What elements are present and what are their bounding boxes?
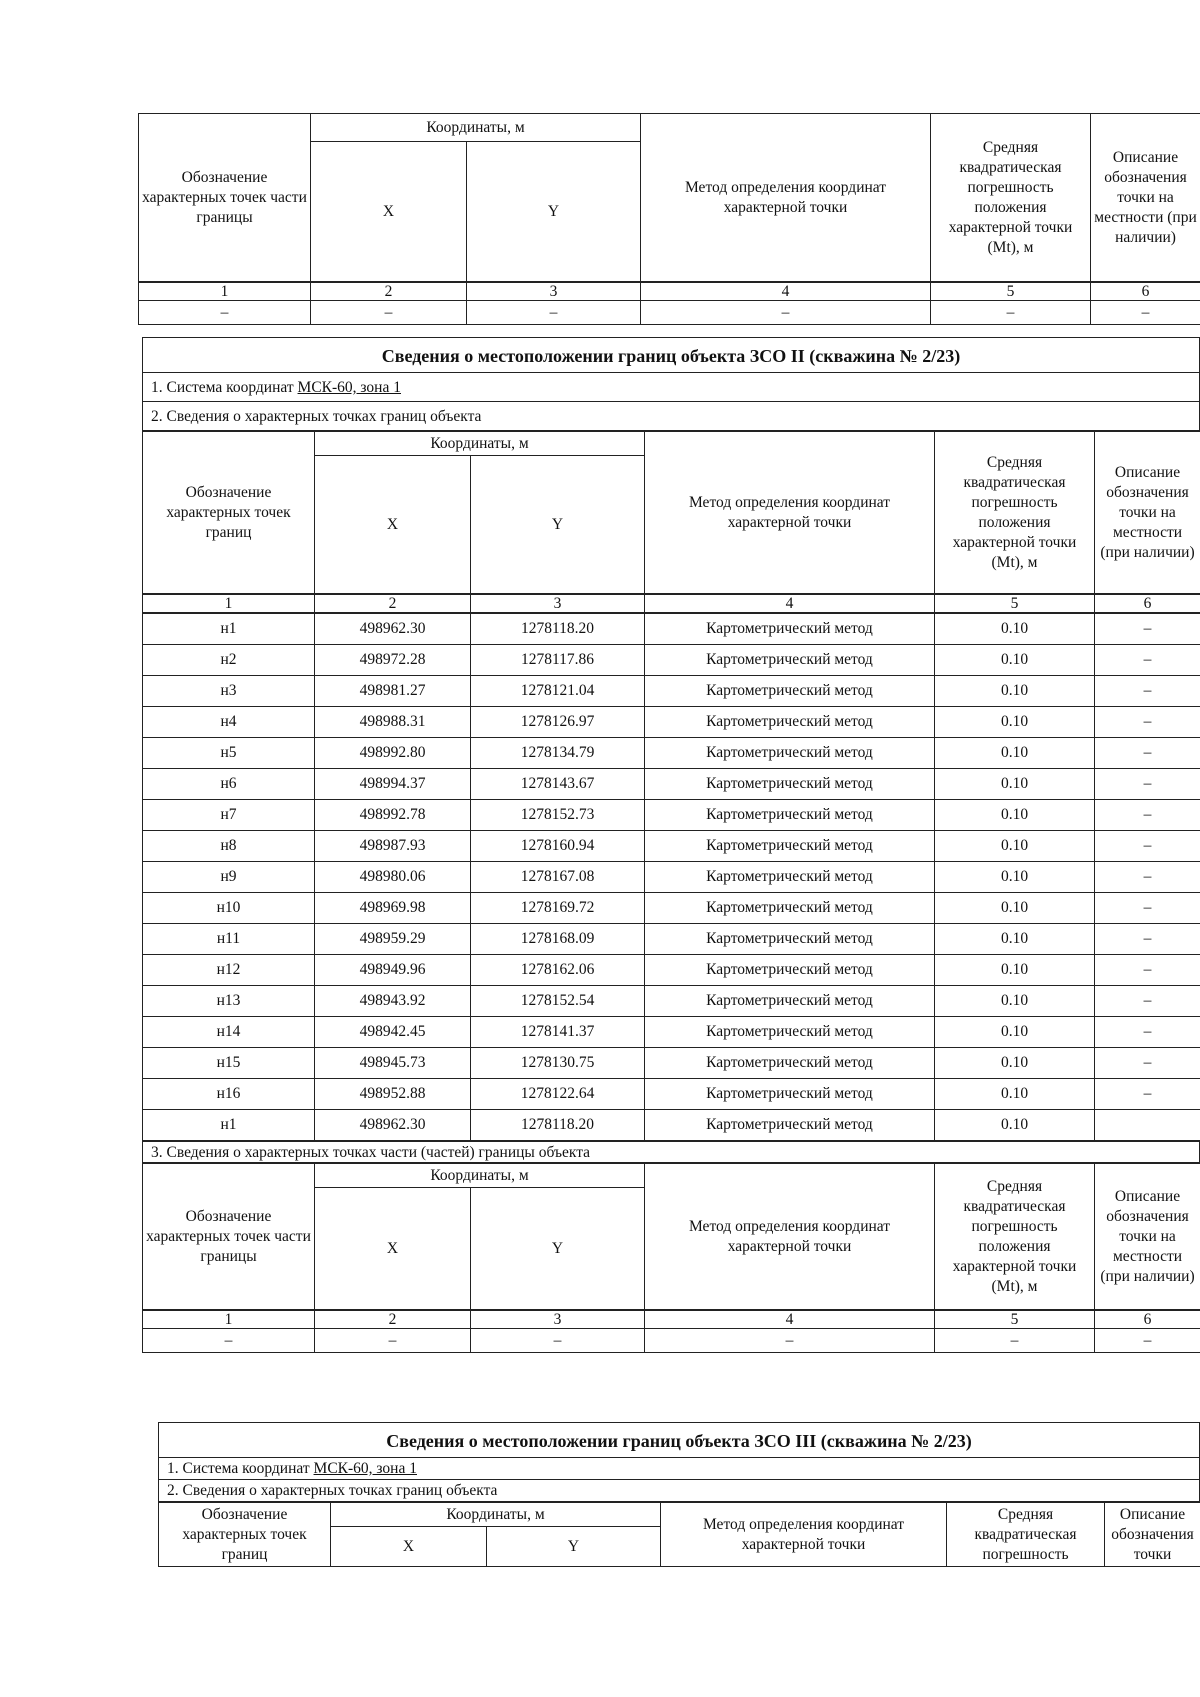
x-cell: 498980.06	[315, 862, 471, 893]
method-cell: Картометрический метод	[645, 1110, 935, 1141]
point-id-cell: н11	[143, 924, 315, 955]
x-cell: 498942.45	[315, 1017, 471, 1048]
x-cell: 498949.96	[315, 955, 471, 986]
y-cell: 1278160.94	[471, 831, 645, 862]
x-cell: 498969.98	[315, 893, 471, 924]
table-row	[143, 614, 1200, 645]
table-row	[143, 676, 1200, 707]
point-id-cell: н6	[143, 769, 315, 800]
desc-cell: –	[1095, 1079, 1200, 1110]
y-header: Y	[471, 1188, 645, 1310]
error-header: Средняя квадратическая погрешность положения характерной точки (Mt), м	[935, 432, 1095, 594]
section-zso3	[158, 1422, 1200, 1567]
col-number: 4	[645, 1311, 935, 1329]
method-header: Метод определения координат характерной точки	[641, 114, 931, 282]
point-id-header: Обозначение характерных точек части границы	[143, 1164, 315, 1310]
y-cell: 1278152.54	[471, 986, 645, 1017]
error-cell: 0.10	[935, 1079, 1095, 1110]
method-cell: Картометрический метод	[645, 862, 935, 893]
dash-cell: –	[139, 301, 311, 325]
col-number: 6	[1095, 595, 1200, 613]
desc-cell: –	[1095, 800, 1200, 831]
point-id-header: Обозначение характерных точек границ	[159, 1503, 331, 1567]
col-number: 1	[143, 1311, 315, 1329]
y-cell: 1278152.73	[471, 800, 645, 831]
x-header: X	[315, 456, 471, 594]
desc-cell: –	[1095, 955, 1200, 986]
y-cell: 1278169.72	[471, 893, 645, 924]
part-points-table-top	[138, 113, 1200, 325]
table-row	[143, 1079, 1200, 1110]
error-cell: 0.10	[935, 676, 1095, 707]
dash-cell: –	[471, 1329, 645, 1353]
point-id-cell: н8	[143, 831, 315, 862]
points-label: 2. Сведения о характерных точках границ объекта	[142, 402, 1200, 431]
y-cell: 1278141.37	[471, 1017, 645, 1048]
desc-cell	[1095, 1110, 1200, 1141]
method-cell: Картометрический метод	[645, 1048, 935, 1079]
desc-cell: –	[1095, 1048, 1200, 1079]
col-number: 1	[139, 283, 311, 301]
method-cell: Картометрический метод	[645, 831, 935, 862]
col-number: 1	[143, 595, 315, 613]
y-header: Y	[467, 142, 641, 282]
x-cell: 498952.88	[315, 1079, 471, 1110]
table-row	[143, 986, 1200, 1017]
x-cell: 498962.30	[315, 1110, 471, 1141]
dash-cell: –	[931, 301, 1091, 325]
point-id-cell: н3	[143, 676, 315, 707]
x-cell: 498962.30	[315, 614, 471, 645]
error-cell: 0.10	[935, 800, 1095, 831]
col-number: 4	[645, 595, 935, 613]
col-number: 5	[935, 595, 1095, 613]
desc-cell: –	[1095, 769, 1200, 800]
x-cell: 498945.73	[315, 1048, 471, 1079]
method-cell: Картометрический метод	[645, 738, 935, 769]
table-row	[143, 831, 1200, 862]
desc-header: Описание обозначения точки на местности (при наличии)	[1095, 432, 1200, 594]
col-number: 3	[471, 1311, 645, 1329]
coord-system-label: 1. Система координат	[167, 1460, 314, 1477]
table-row	[143, 769, 1200, 800]
col-number: 6	[1091, 283, 1200, 301]
desc-cell: –	[1095, 893, 1200, 924]
method-cell: Картометрический метод	[645, 645, 935, 676]
desc-cell: –	[1095, 862, 1200, 893]
point-id-header: Обозначение характерных точек границ	[143, 432, 315, 594]
col-number: 2	[311, 283, 467, 301]
table-row	[143, 862, 1200, 893]
point-id-cell: н13	[143, 986, 315, 1017]
error-cell: 0.10	[935, 769, 1095, 800]
method-cell: Картометрический метод	[645, 893, 935, 924]
point-id-cell: н9	[143, 862, 315, 893]
error-cell: 0.10	[935, 645, 1095, 676]
col-number: 3	[467, 283, 641, 301]
coord-system-value: МСК-60, зона 1	[297, 379, 401, 396]
point-id-cell: н5	[143, 738, 315, 769]
method-cell: Картометрический метод	[645, 800, 935, 831]
section-title: Сведения о местоположении границ объекта ЗСО II (скважина № 2/23)	[142, 337, 1200, 373]
y-header: Y	[471, 456, 645, 594]
table-row	[143, 924, 1200, 955]
x-header: X	[315, 1188, 471, 1310]
point-id-cell: н15	[143, 1048, 315, 1079]
x-cell: 498994.37	[315, 769, 471, 800]
y-cell: 1278168.09	[471, 924, 645, 955]
dash-cell: –	[1095, 1329, 1200, 1353]
parts-label: 3. Сведения о характерных точках части (частей) границы объекта	[142, 1141, 1200, 1163]
dash-cell: –	[311, 301, 467, 325]
table-row	[143, 800, 1200, 831]
col-number: 3	[471, 595, 645, 613]
col-number: 5	[935, 1311, 1095, 1329]
desc-cell: –	[1095, 645, 1200, 676]
error-cell: 0.10	[935, 986, 1095, 1017]
desc-cell: –	[1095, 707, 1200, 738]
y-cell: 1278162.06	[471, 955, 645, 986]
method-cell: Картометрический метод	[645, 955, 935, 986]
y-cell: 1278126.97	[471, 707, 645, 738]
point-id-cell: н1	[143, 614, 315, 645]
dash-cell: –	[315, 1329, 471, 1353]
x-cell: 498988.31	[315, 707, 471, 738]
desc-cell: –	[1095, 676, 1200, 707]
desc-header: Описание обозначения точки на местности (при наличии)	[1091, 114, 1200, 282]
point-id-cell: н7	[143, 800, 315, 831]
error-cell: 0.10	[935, 1110, 1095, 1141]
point-id-cell: н1	[143, 1110, 315, 1141]
dash-cell: –	[1091, 301, 1200, 325]
points-label: 2. Сведения о характерных точках границ объекта	[158, 1480, 1200, 1502]
coords-header: Координаты, м	[311, 114, 641, 142]
x-cell: 498981.27	[315, 676, 471, 707]
point-id-cell: н10	[143, 893, 315, 924]
y-cell: 1278167.08	[471, 862, 645, 893]
desc-cell: –	[1095, 924, 1200, 955]
x-cell: 498987.93	[315, 831, 471, 862]
points-table-body	[143, 614, 1200, 1141]
point-id-header: Обозначение характерных точек части границы	[139, 114, 311, 282]
coords-header: Координаты, м	[315, 1164, 645, 1188]
point-id-cell: н12	[143, 955, 315, 986]
dash-cell: –	[641, 301, 931, 325]
x-header: X	[311, 142, 467, 282]
table-row	[143, 955, 1200, 986]
point-id-cell: н16	[143, 1079, 315, 1110]
method-header: Метод определения координат характерной точки	[645, 1164, 935, 1310]
method-cell: Картометрический метод	[645, 707, 935, 738]
error-header: Средняя квадратическая погрешность	[947, 1503, 1105, 1567]
method-cell: Картометрический метод	[645, 614, 935, 645]
x-cell: 498943.92	[315, 986, 471, 1017]
desc-header: Описание обозначения точки на местности (при наличии)	[1095, 1164, 1200, 1310]
x-cell: 498992.78	[315, 800, 471, 831]
error-cell: 0.10	[935, 862, 1095, 893]
col-number: 2	[315, 595, 471, 613]
x-header: X	[331, 1527, 487, 1567]
col-number: 6	[1095, 1311, 1200, 1329]
error-cell: 0.10	[935, 924, 1095, 955]
coords-header: Координаты, м	[315, 432, 645, 456]
col-number: 2	[315, 1311, 471, 1329]
dash-cell: –	[645, 1329, 935, 1353]
method-cell: Картометрический метод	[645, 1079, 935, 1110]
error-cell: 0.10	[935, 614, 1095, 645]
y-header: Y	[487, 1527, 661, 1567]
dash-cell: –	[467, 301, 641, 325]
table-row	[143, 1110, 1200, 1141]
coord-system-line	[142, 373, 1200, 402]
table-row	[143, 738, 1200, 769]
error-cell: 0.10	[935, 707, 1095, 738]
dash-cell: –	[143, 1329, 315, 1353]
y-cell: 1278130.75	[471, 1048, 645, 1079]
coord-system-label: 1. Система координат	[151, 379, 298, 396]
method-cell: Картометрический метод	[645, 924, 935, 955]
method-cell: Картометрический метод	[645, 986, 935, 1017]
point-id-cell: н14	[143, 1017, 315, 1048]
table-row	[143, 707, 1200, 738]
col-number: 4	[641, 283, 931, 301]
y-cell: 1278117.86	[471, 645, 645, 676]
method-cell: Картометрический метод	[645, 676, 935, 707]
table-row	[143, 893, 1200, 924]
y-cell: 1278134.79	[471, 738, 645, 769]
desc-header: Описание обозначения точки	[1105, 1503, 1200, 1567]
error-cell: 0.10	[935, 955, 1095, 986]
method-cell: Картометрический метод	[645, 1017, 935, 1048]
x-cell: 498992.80	[315, 738, 471, 769]
error-cell: 0.10	[935, 831, 1095, 862]
col-number: 5	[931, 283, 1091, 301]
y-cell: 1278121.04	[471, 676, 645, 707]
error-cell: 0.10	[935, 1048, 1095, 1079]
table-row	[143, 1017, 1200, 1048]
y-cell: 1278118.20	[471, 614, 645, 645]
dash-cell: –	[935, 1329, 1095, 1353]
error-header: Средняя квадратическая погрешность положения характерной точки (Mt), м	[935, 1164, 1095, 1310]
y-cell: 1278122.64	[471, 1079, 645, 1110]
error-header: Средняя квадратическая погрешность положения характерной точки (Mt), м	[931, 114, 1091, 282]
table-row	[143, 1048, 1200, 1079]
method-header: Метод определения координат характерной точки	[645, 432, 935, 594]
error-cell: 0.10	[935, 1017, 1095, 1048]
x-cell: 498972.28	[315, 645, 471, 676]
desc-cell: –	[1095, 738, 1200, 769]
desc-cell: –	[1095, 831, 1200, 862]
point-id-cell: н4	[143, 707, 315, 738]
point-id-cell: н2	[143, 645, 315, 676]
table-row	[143, 645, 1200, 676]
coord-system-value: МСК-60, зона 1	[313, 1460, 417, 1477]
coords-header: Координаты, м	[331, 1503, 661, 1527]
error-cell: 0.10	[935, 893, 1095, 924]
method-cell: Картометрический метод	[645, 769, 935, 800]
section-zso2	[142, 337, 1200, 1353]
desc-cell: –	[1095, 1017, 1200, 1048]
error-cell: 0.10	[935, 738, 1095, 769]
method-header: Метод определения координат характерной точки	[661, 1503, 947, 1567]
coord-system-line	[158, 1458, 1200, 1480]
section-title: Сведения о местоположении границ объекта ЗСО III (скважина № 2/23)	[158, 1422, 1200, 1458]
x-cell: 498959.29	[315, 924, 471, 955]
y-cell: 1278143.67	[471, 769, 645, 800]
desc-cell: –	[1095, 614, 1200, 645]
desc-cell: –	[1095, 986, 1200, 1017]
y-cell: 1278118.20	[471, 1110, 645, 1141]
